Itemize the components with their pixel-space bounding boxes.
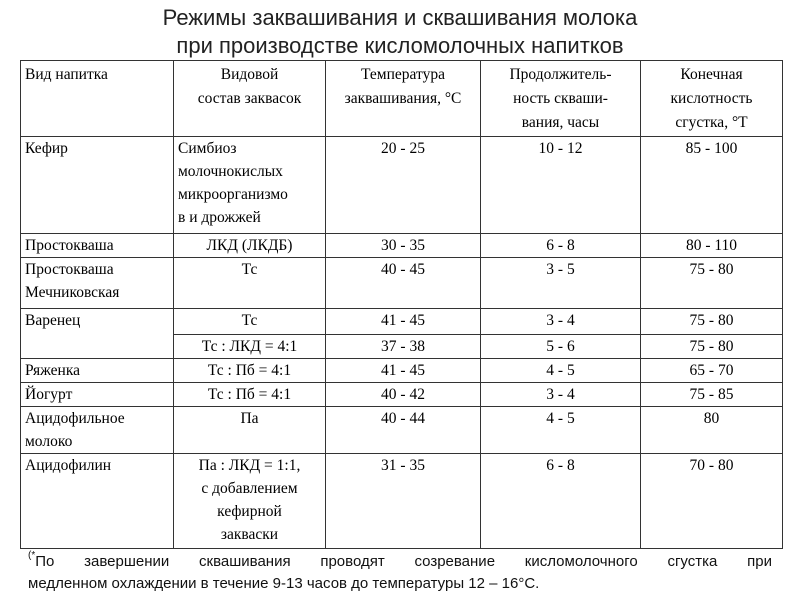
cell-drink: Простокваша <box>21 234 174 258</box>
header-duration-line: ность скваши- <box>513 90 608 107</box>
cell-drink: Кефир <box>21 137 174 234</box>
header-starter <box>174 61 326 137</box>
title-line-1: Режимы заквашивания и сквашивания молока <box>162 5 638 30</box>
cell-starter <box>174 454 326 549</box>
cell-drink-line: Ацидофильное <box>25 410 125 427</box>
cell-duration: 5 - 6 <box>481 335 641 359</box>
cell-duration: 4 - 5 <box>481 359 641 383</box>
cell-temperature: 31 - 35 <box>326 454 481 549</box>
header-temperature <box>326 61 481 137</box>
cell-acidity: 75 - 80 <box>641 258 783 309</box>
cell-drink <box>21 407 174 454</box>
cell-duration: 3 - 4 <box>481 383 641 407</box>
header-drink <box>21 61 174 137</box>
page-title <box>0 4 800 60</box>
cell-drink-line: Простокваша <box>25 261 114 278</box>
cell-starter-line: в и дрожжей <box>178 209 261 226</box>
table-row-varenets <box>21 309 783 335</box>
table-row-prostokvasha-mechnikovskaya <box>21 258 783 309</box>
cell-acidity: 75 - 80 <box>641 309 783 335</box>
cell-acidity: 70 - 80 <box>641 454 783 549</box>
cell-starter: Па <box>174 407 326 454</box>
cell-acidity: 80 - 110 <box>641 234 783 258</box>
cell-starter <box>174 137 326 234</box>
table-row-ryazhenka <box>21 359 783 383</box>
title-line-2: при производстве кисломолочных напитков <box>176 33 624 58</box>
cell-acidity: 85 - 100 <box>641 137 783 234</box>
cell-temperature: 41 - 45 <box>326 359 481 383</box>
cell-duration: 3 - 5 <box>481 258 641 309</box>
header-duration-line: вания, часы <box>521 114 600 131</box>
cell-drink: Ряженка <box>21 359 174 383</box>
cell-duration: 6 - 8 <box>481 234 641 258</box>
cell-drink: Йогурт <box>21 383 174 407</box>
cell-starter-line: Па : ЛКД = 1:1, <box>198 457 301 474</box>
cell-acidity: 75 - 85 <box>641 383 783 407</box>
table-row-kefir <box>21 137 783 234</box>
cell-drink: Ацидофилин <box>21 454 174 549</box>
cell-starter: Тс <box>174 258 326 309</box>
cell-acidity: 65 - 70 <box>641 359 783 383</box>
cell-starter-line: молочнокислых <box>178 163 283 180</box>
cell-starter: Тс : Пб = 4:1 <box>174 383 326 407</box>
header-acidity-line: кислотность <box>670 90 753 107</box>
cell-acidity: 75 - 80 <box>641 335 783 359</box>
cell-drink-line: Мечниковская <box>25 284 120 301</box>
header-temperature-line: заквашивания, °С <box>344 90 462 107</box>
footnote-line-1-text: По завершении сквашивания проводят созревание кисломолочного сгустка при <box>35 553 772 570</box>
header-duration <box>481 61 641 137</box>
table-row-prostokvasha <box>21 234 783 258</box>
cell-duration: 3 - 4 <box>481 309 641 335</box>
header-temperature-line: Температура <box>361 66 445 83</box>
header-starter-line: Видовой <box>220 66 279 83</box>
header-acidity-line: Конечная <box>680 66 743 83</box>
cell-temperature: 40 - 42 <box>326 383 481 407</box>
cell-starter: Тс : Пб = 4:1 <box>174 359 326 383</box>
header-duration-line: Продолжитель- <box>509 66 612 83</box>
cell-duration: 4 - 5 <box>481 407 641 454</box>
table-row-acidophilin <box>21 454 783 549</box>
cell-starter-line: Симбиоз <box>178 140 237 157</box>
cell-starter: Тс : ЛКД = 4:1 <box>174 335 326 359</box>
cell-temperature: 40 - 45 <box>326 258 481 309</box>
fermentation-table <box>20 60 783 549</box>
cell-acidity: 80 <box>641 407 783 454</box>
cell-duration: 6 - 8 <box>481 454 641 549</box>
footnote-marker: (* <box>28 550 36 561</box>
footnote-line-1 <box>28 551 772 573</box>
cell-temperature: 41 - 45 <box>326 309 481 335</box>
cell-starter-line: с добавлением <box>201 480 298 497</box>
cell-starter: Тс <box>174 309 326 335</box>
header-drink-text: Вид напитка <box>25 66 108 83</box>
cell-temperature: 20 - 25 <box>326 137 481 234</box>
table-row-acidophilus-milk <box>21 407 783 454</box>
cell-temperature: 30 - 35 <box>326 234 481 258</box>
footnote-line-2: медленном охлаждении в течение 9-13 часов до температуры 12 – 16°С. <box>28 575 540 592</box>
table-row-yogurt <box>21 383 783 407</box>
header-starter-line: состав заквасок <box>197 90 302 107</box>
cell-starter-line: микроорганизмо <box>178 186 288 203</box>
cell-temperature: 40 - 44 <box>326 407 481 454</box>
table-header-row <box>21 61 783 137</box>
cell-drink: Варенец <box>21 309 174 359</box>
footnote <box>28 551 772 595</box>
cell-starter: ЛКД (ЛКДБ) <box>174 234 326 258</box>
cell-drink-line: молоко <box>25 433 73 450</box>
cell-temperature: 37 - 38 <box>326 335 481 359</box>
header-acidity-line: сгустка, °Т <box>675 114 748 131</box>
cell-starter-line: закваски <box>220 526 279 543</box>
cell-drink <box>21 258 174 309</box>
header-acidity <box>641 61 783 137</box>
cell-starter-line: кефирной <box>217 503 282 520</box>
cell-duration: 10 - 12 <box>481 137 641 234</box>
